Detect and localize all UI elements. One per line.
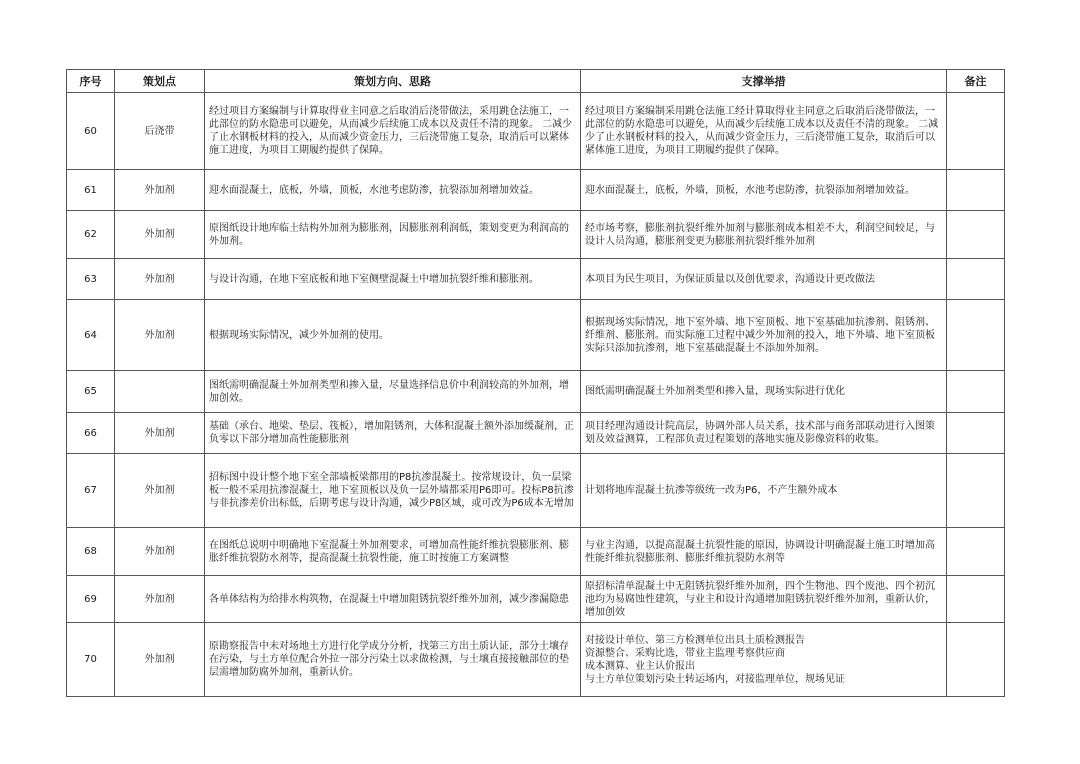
row-remark bbox=[947, 300, 1005, 371]
measure-line: 与土方单位策划污染土转运场内，对接监理单位，规场见证 bbox=[585, 673, 845, 685]
table-row bbox=[67, 259, 1005, 300]
row-measures: 迎水面混凝土，底板，外墙，顶板，水池考虑防渗，抗裂添加剂增加效益。 bbox=[581, 170, 947, 211]
row-remark bbox=[947, 211, 1005, 259]
row-no: 64 bbox=[67, 300, 115, 371]
row-direction: 原勘察报告中未对场地土方进行化学成分分析，找第三方出土质认证，部分土壤存在污染，与土方单位配合外拉一部分污染土以求做检测，与土壤直接接触部位的垫层需增加防腐外加剂，重新认价。 bbox=[205, 623, 581, 697]
row-measures: 本项目为民生项目，为保证质量以及创优要求，沟通设计更改做法 bbox=[581, 259, 947, 300]
row-no: 60 bbox=[67, 93, 115, 170]
col-header-no: 序号 bbox=[67, 70, 115, 93]
row-point: 外加剂 bbox=[115, 576, 205, 623]
row-direction: 图纸需明确混凝土外加剂类型和掺入量，尽量选择信息价中利润较高的外加剂，增加创效。 bbox=[205, 371, 581, 413]
measure-line: 成本测算、业主认价报出 bbox=[585, 660, 695, 672]
row-direction: 与设计沟通，在地下室底板和地下室侧壁混凝土中增加抗裂纤维和膨胀剂。 bbox=[205, 259, 581, 300]
row-measures: 项目经理沟通设计院高层，协调外部人员关系，技术部与商务部联动进行入图策划及效益测算，工程部负责过程策划的落地实施及影像资料的收集。 bbox=[581, 413, 947, 454]
row-no: 66 bbox=[67, 413, 115, 454]
row-remark bbox=[947, 576, 1005, 623]
table-row bbox=[67, 576, 1005, 623]
col-header-point: 策划点 bbox=[115, 70, 205, 93]
row-direction: 基础（承台、地梁、垫层、筏板），增加阻锈剂，大体积混凝土额外添加缓凝剂，正负零以下部分增加高性能膨胀剂 bbox=[205, 413, 581, 454]
row-direction: 在图纸总说明中明确地下室混凝土外加剂要求，可增加高性能纤维抗裂膨胀剂、膨胀纤维抗裂防水剂等，提高混凝土抗裂性能，施工时按施工方案调整 bbox=[205, 528, 581, 576]
row-direction: 各单体结构为给排水构筑物，在混凝土中增加阻锈抗裂纤维外加剂，减少渗漏隐患 bbox=[205, 576, 581, 623]
col-header-direction: 策划方向、思路 bbox=[205, 70, 581, 93]
row-measures: 原招标清单混凝土中无阻锈抗裂纤维外加剂，四个生物池、四个废池、四个初沉池均为易腐蚀性建筑，与业主和设计沟通增加阻锈抗裂纤维外加剂，重新认价，增加创效 bbox=[581, 576, 947, 623]
row-measures: 经市场考察，膨胀剂抗裂纤维外加剂与膨胀剂成本相差不大，利润空间较足，与设计人员沟通，膨胀剂变更为膨胀剂抗裂纤维外加剂 bbox=[581, 211, 947, 259]
table-row bbox=[67, 454, 1005, 528]
row-point: 外加剂 bbox=[115, 259, 205, 300]
row-direction: 原图纸设计地库临土结构外加剂为膨胀剂，因膨胀剂利润低，策划变更为利润高的外加剂。 bbox=[205, 211, 581, 259]
row-direction: 迎水面混凝土，底板，外墙，顶板，水池考虑防渗，抗裂添加剂增加效益。 bbox=[205, 170, 581, 211]
table-row bbox=[67, 623, 1005, 697]
row-remark bbox=[947, 170, 1005, 211]
row-direction: 招标图中设计整个地下室全部墙板梁都用的P8抗渗混凝土。按常规设计，负一层梁板一般不采用抗渗混凝土，地下室顶板以及负一层外墙都采用P6即可。投标P8抗渗与非抗渗差价出标低，后期考虑与设计沟通，减少P8区域，或可改为P6成本无增加 bbox=[205, 454, 581, 528]
row-measures: 与业主沟通，以提高混凝土抗裂性能的原因，协调设计明确混凝土施工时增加高性能纤维抗裂膨胀剂、膨胀纤维抗裂防水剂等 bbox=[581, 528, 947, 576]
row-remark bbox=[947, 259, 1005, 300]
row-remark bbox=[947, 93, 1005, 170]
row-direction: 经过项目方案编制与计算取得业主同意之后取消后浇带做法，采用跳仓法施工，一此部位的防水隐患可以避免，从而减少后续施工成本以及责任不清的现象。 二减少了止水钢板材料的投入，从而减少资金压力，三后浇带施工复杂，取消后可以紧体施工进度，为项目工期履约提供了保障。 bbox=[205, 93, 581, 170]
table-row bbox=[67, 371, 1005, 413]
row-point: 外加剂 bbox=[115, 413, 205, 454]
measure-line: 对接设计单位、第三方检测单位出具土质检测报告 bbox=[585, 634, 805, 646]
row-no: 61 bbox=[67, 170, 115, 211]
table-row bbox=[67, 528, 1005, 576]
row-point: 外加剂 bbox=[115, 528, 205, 576]
row-no: 68 bbox=[67, 528, 115, 576]
row-direction: 根据现场实际情况，减少外加剂的使用。 bbox=[205, 300, 581, 371]
row-point: 外加剂 bbox=[115, 170, 205, 211]
row-no: 62 bbox=[67, 211, 115, 259]
row-measures: 图纸需明确混凝土外加剂类型和掺入量，现场实际进行优化 bbox=[581, 371, 947, 413]
row-no: 69 bbox=[67, 576, 115, 623]
row-no: 63 bbox=[67, 259, 115, 300]
table-row bbox=[67, 93, 1005, 170]
row-remark bbox=[947, 371, 1005, 413]
row-remark bbox=[947, 413, 1005, 454]
col-header-measures: 支撑举措 bbox=[581, 70, 947, 93]
table-row bbox=[67, 300, 1005, 371]
row-no: 70 bbox=[67, 623, 115, 697]
row-remark bbox=[947, 454, 1005, 528]
measure-line: 资源整合、采购比选，带业主监理考察供应商 bbox=[585, 647, 785, 659]
row-point: 外加剂 bbox=[115, 211, 205, 259]
row-measures: 计划将地库混凝土抗渗等级统一改为P6，不产生额外成本 bbox=[581, 454, 947, 528]
planning-table bbox=[66, 69, 1005, 697]
row-remark bbox=[947, 528, 1005, 576]
row-no: 67 bbox=[67, 454, 115, 528]
row-point: 后浇带 bbox=[115, 93, 205, 170]
row-point: 外加剂 bbox=[115, 454, 205, 528]
row-point: 外加剂 bbox=[115, 623, 205, 697]
row-measures: 经过项目方案编制采用跳仓法施工经计算取得业主同意之后取消后浇带做法，一此部位的防水隐患可以避免，从而减少后续施工成本以及责任不清的现象。 二减少了止水钢板材料的投入，从而减少资金压力，三后浇带施工复杂，取消后可以紧体施工进度，为项目工期履约提供了保障。 bbox=[581, 93, 947, 170]
row-measures bbox=[581, 623, 947, 697]
row-point bbox=[115, 371, 205, 413]
table-row bbox=[67, 211, 1005, 259]
row-point: 外加剂 bbox=[115, 300, 205, 371]
row-measures: 根据现场实际情况，地下室外墙、地下室顶板、地下室基础加抗渗剂、阻锈剂、纤维剂、膨胀剂。而实际施工过程中减少外加剂的投入，地下外墙、地下室顶板实际只添加抗渗剂，地下室基础混凝土不添加外加剂。 bbox=[581, 300, 947, 371]
row-remark bbox=[947, 623, 1005, 697]
col-header-remark: 备注 bbox=[947, 70, 1005, 93]
header-row bbox=[67, 70, 1005, 93]
table-row bbox=[67, 170, 1005, 211]
table-row bbox=[67, 413, 1005, 454]
row-no: 65 bbox=[67, 371, 115, 413]
